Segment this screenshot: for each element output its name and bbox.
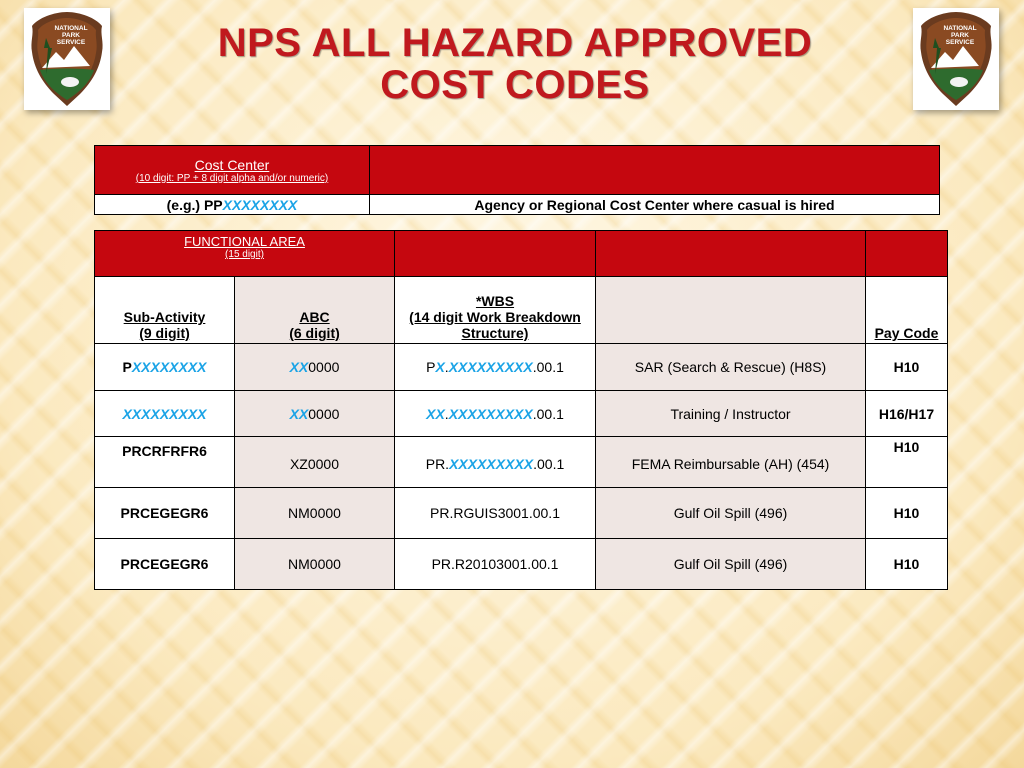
placeholder: XXXXXXXXX [448,359,533,375]
col-header-wbs [395,277,596,344]
col-sub-activity-label: Sub-Activity [123,309,206,325]
text: PR. [425,456,450,472]
cost-center-subheader: (10 digit: PP + 8 digit alpha and/or numeric) [135,172,329,184]
cell-sub-activity: PRCEGEGR6 [95,539,235,590]
text: 0000 [308,359,340,375]
text: .00.1 [533,456,565,472]
text: .00.1 [532,359,564,375]
placeholder: XX [426,405,445,422]
nps-arrowhead-icon [24,8,110,110]
col-wbs-desc1: (14 digit Work Breakdown [409,309,581,325]
cell-wbs [395,391,596,437]
table-row [95,539,948,590]
col-header-pay-code: Pay Code [866,277,948,344]
header-empty-wbs [395,231,596,277]
cell-pay-code: H10 [866,344,948,391]
logo-text-line3: SERVICE [945,39,975,46]
cost-center-header-cell [95,146,370,195]
logo-text-line3: SERVICE [56,39,86,46]
cost-center-description: Agency or Regional Cost Center where casual is hired [370,195,940,215]
cell-description: Gulf Oil Spill (496) [596,539,866,590]
text: . [444,405,449,422]
col-header-sub-activity [95,277,235,344]
placeholder: X [435,359,445,375]
text: 0000 [308,405,340,422]
cell-description: FEMA Reimbursable (AH) (454) [596,437,866,488]
placeholder: XXXXXXXXX [449,456,534,472]
table-row [95,344,948,391]
cell-sub-activity: PRCEGEGR6 [95,488,235,539]
logo-text-line1: NATIONAL [54,25,88,32]
col-wbs-desc2: Structure) [461,325,529,341]
cost-center-example-placeholder: XXXXXXXX [222,196,298,213]
cell-wbs: PR.RGUIS3001.00.1 [395,488,596,539]
cell-description: Gulf Oil Spill (496) [596,488,866,539]
cell-pay-code: H10 [866,437,948,488]
col-abc-label: ABC [299,309,330,325]
table-row [95,391,948,437]
cell-abc [235,391,395,437]
placeholder: XXXXXXXXX [122,405,207,422]
cell-abc [235,344,395,391]
cell-pay-code: H10 [866,539,948,590]
col-header-abc [235,277,395,344]
cell-abc: NM0000 [235,488,395,539]
cell-description: Training / Instructor [596,391,866,437]
placeholder: XXXXXXXX [131,359,207,375]
cost-center-example-prefix: (e.g.) PP [166,196,223,213]
cell-sub-activity: PRCRFRFR6 [95,437,235,488]
cell-wbs [395,344,596,391]
header-empty-desc [596,231,866,277]
cost-center-header: Cost Center [194,156,270,173]
placeholder: XX [289,359,309,375]
cell-wbs: PR.R20103001.00.1 [395,539,596,590]
cell-abc: XZ0000 [235,437,395,488]
table-row [95,488,948,539]
col-wbs-label: *WBS [475,293,515,309]
functional-area-table [94,230,948,590]
cell-pay-code: H16/H17 [866,391,948,437]
nps-logo-left [24,8,110,110]
text: . [444,359,449,375]
logo-text-line2: PARK [951,32,969,39]
table-row [95,437,948,488]
cost-center-example [95,195,370,215]
col-header-description [596,277,866,344]
cell-abc: NM0000 [235,539,395,590]
header-empty-pay [866,231,948,277]
cell-pay-code: H10 [866,488,948,539]
cell-description: SAR (Search & Rescue) (H8S) [596,344,866,391]
col-abc-digits: (6 digit) [289,325,340,341]
functional-area-subheader: (15 digit) [225,249,264,260]
placeholder: XXXXXXXXX [448,405,533,422]
text: P [426,359,436,375]
placeholder: XX [289,405,309,422]
slide-title: NPS ALL HAZARD APPROVED COST CODES [217,21,813,107]
text: .00.1 [532,405,564,422]
cell-sub-activity [95,344,235,391]
text: P [122,359,132,375]
cell-wbs [395,437,596,488]
logo-text-line2: PARK [62,32,80,39]
cell-sub-activity [95,391,235,437]
col-sub-activity-digits: (9 digit) [139,325,190,341]
nps-arrowhead-icon [913,8,999,110]
functional-area-header: FUNCTIONAL AREA [184,234,305,249]
nps-logo-right [913,8,999,110]
cost-center-table [94,145,940,215]
logo-text-line1: NATIONAL [943,25,977,32]
cost-center-header-empty [370,146,940,195]
functional-area-header-cell [95,231,395,277]
